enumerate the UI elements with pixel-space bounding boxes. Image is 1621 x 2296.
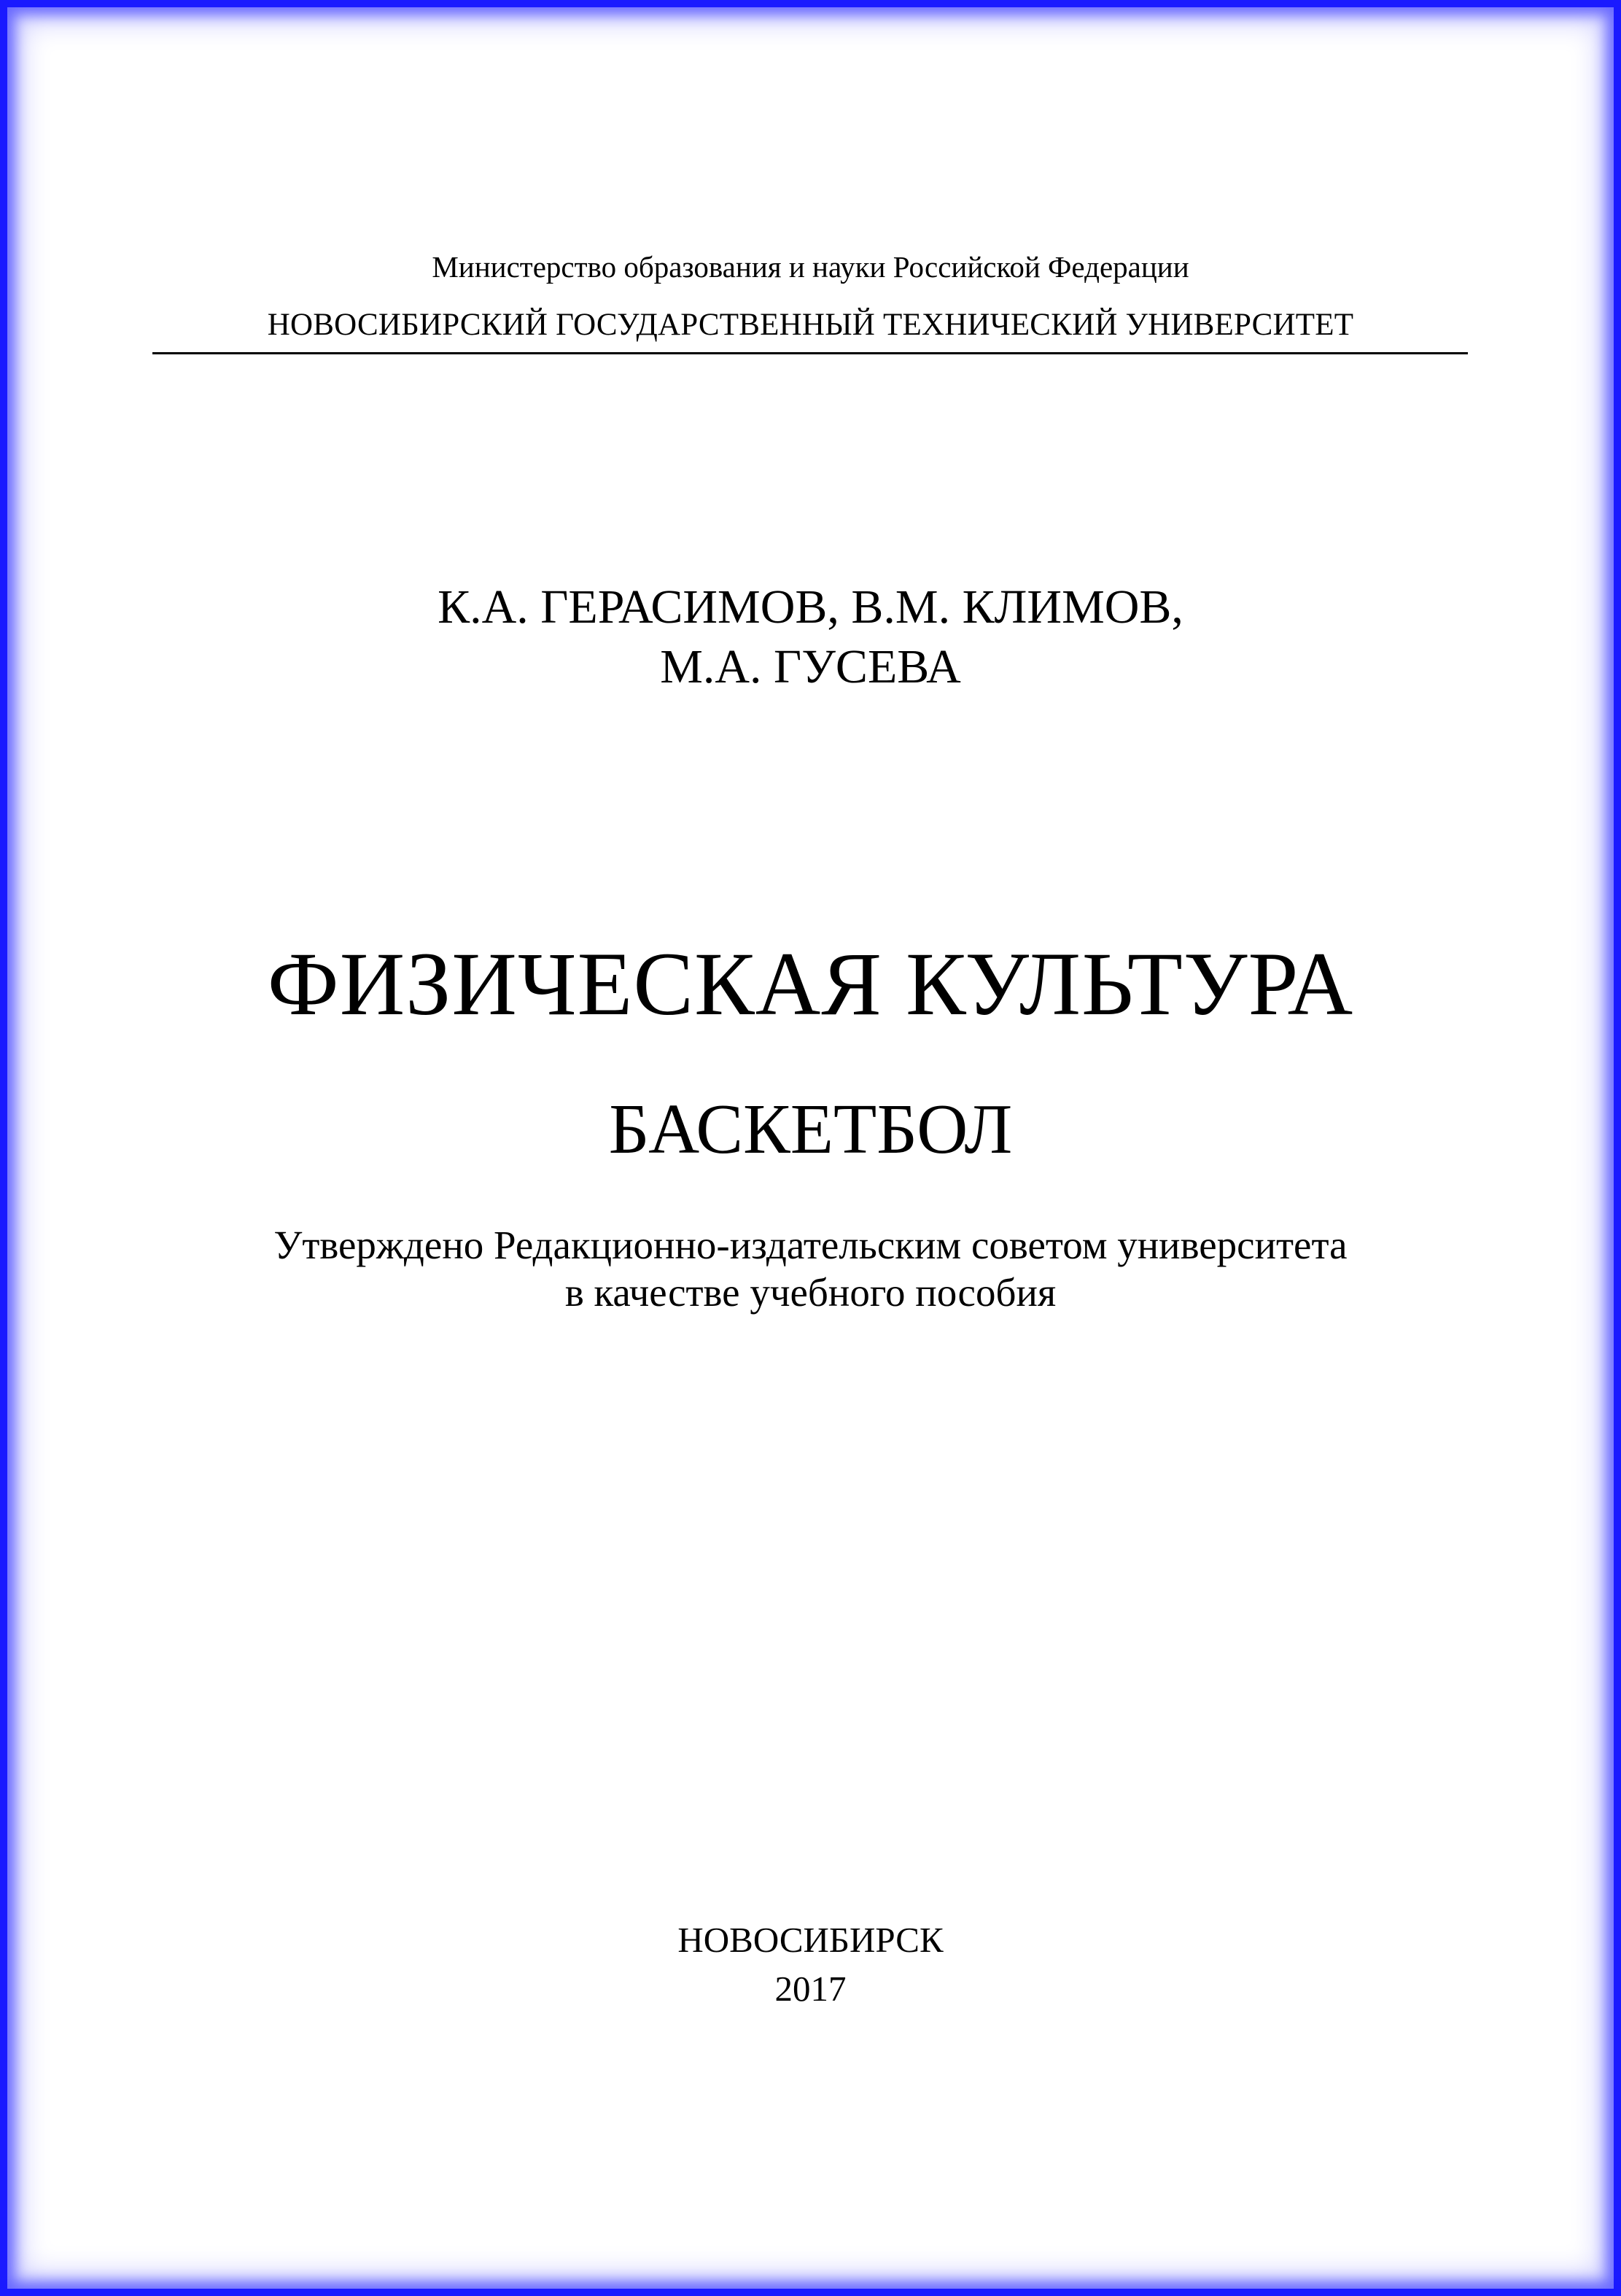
book-title: ФИЗИЧЕСКАЯ КУЛЬТУРА <box>267 934 1354 1034</box>
university-name: НОВОСИБИРСКИЙ ГОСУДАРСТВЕННЫЙ ТЕХНИЧЕСКИЙ УНИВЕРСИТЕТ <box>267 308 1354 342</box>
approval-line-2: в качестве учебного пособия <box>564 1270 1057 1315</box>
authors-line-2: М.А. ГУСЕВА <box>660 640 961 693</box>
imprint-year: 2017 <box>774 1969 847 2009</box>
header-divider <box>152 352 1468 354</box>
ministry-name: Министерство образования и науки Российской Федерации <box>432 250 1189 284</box>
book-subtitle: БАСКЕТБОЛ <box>608 1090 1013 1168</box>
authors-line-1: К.А. ГЕРАСИМОВ, В.М. КЛИМОВ, <box>438 580 1183 634</box>
approval-line-1: Утверждено Редакционно-издательским советом университета <box>273 1223 1348 1267</box>
imprint-city: НОВОСИБИРСК <box>677 1920 944 1960</box>
